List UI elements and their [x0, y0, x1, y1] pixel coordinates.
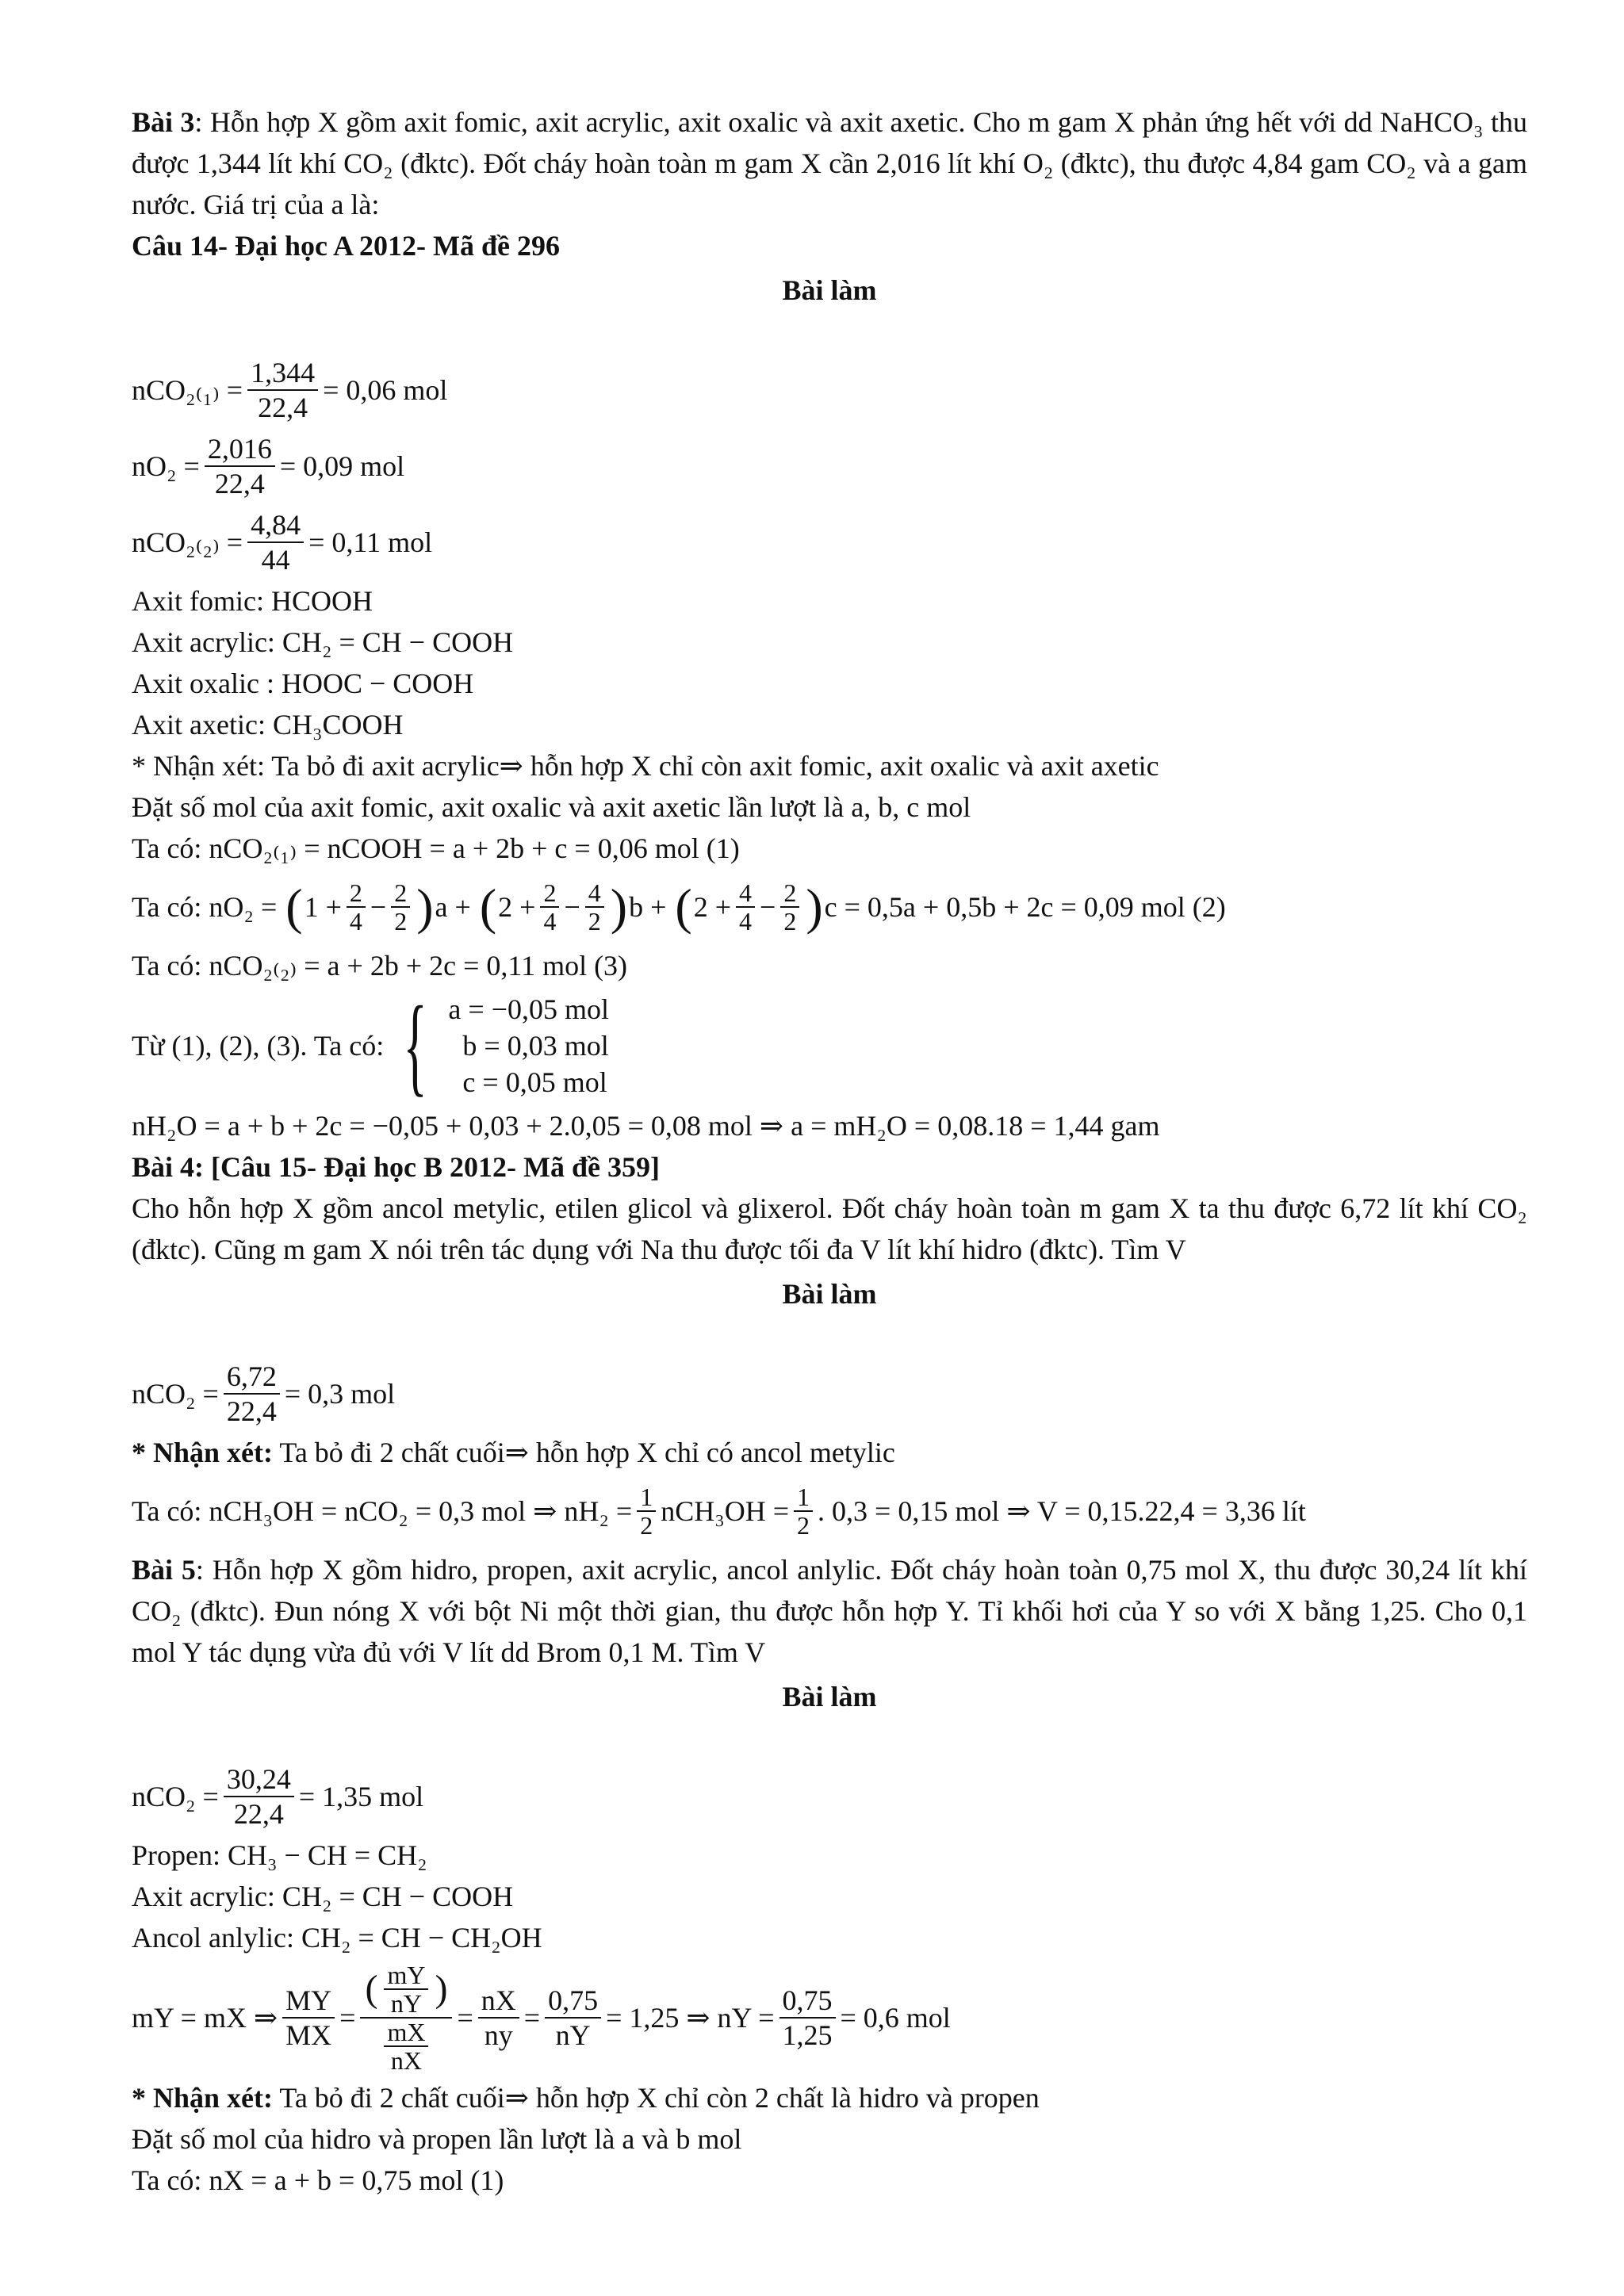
eq-lhs: nCO₂₍₂₎ = — [132, 526, 243, 558]
problem-4-text: Cho hỗn hợp X gồm ancol metylic, etilen glicol và glixerol. Đốt cháy hoàn toàn m gam X ta thu được 6,72 lít khí CO₂ (đktc). Cũng m gam X nói trên tác dụng với Na thu được tối đa V lít khí hidro (đktc). Tìm V — [132, 1192, 1527, 1265]
equation-h2 — [132, 1473, 1527, 1549]
fraction — [794, 1483, 813, 1539]
problem-3-label: Bài 3 — [132, 106, 195, 138]
eq-lhs: nO₂ = — [132, 450, 200, 482]
left-paren: ( — [675, 878, 692, 935]
denominator: 22,4 — [214, 468, 265, 499]
numerator: 4 — [736, 879, 755, 908]
operator: = — [523, 2002, 541, 2034]
fraction — [224, 1360, 280, 1428]
denominator: 4 — [543, 907, 557, 936]
equation-n-co2 — [132, 1758, 1527, 1835]
numerator: MY — [282, 1984, 335, 2019]
denominator: 22,4 — [258, 392, 308, 423]
eq-lhs: nCO₂₍₁₎ = — [132, 374, 243, 406]
system-row: b = 0,03 mol — [462, 1030, 609, 1062]
equation-n-co2 — [132, 1356, 1527, 1432]
operator: − — [564, 891, 580, 923]
problem-5-label: Bài 5 — [132, 1554, 196, 1586]
text-line: Axit acrylic: CH₂ = CH − COOH — [132, 626, 514, 658]
note-line — [132, 2077, 1527, 2118]
problem-4-label: Bài 4: [Câu 15- Đại học B 2012- Mã đề 359] — [132, 1151, 660, 1183]
fraction — [478, 1984, 519, 2052]
numerator: 2,016 — [205, 432, 275, 467]
denominator: 4 — [349, 907, 362, 936]
numerator: 2 — [347, 879, 366, 908]
term: c = 0,5a + 0,5b + 2c = 0,09 mol (2) — [824, 891, 1226, 923]
eq-rhs: = 0,06 mol — [323, 374, 448, 406]
fraction — [540, 879, 559, 935]
problem-4-heading: Bài làm — [782, 1278, 877, 1310]
right-paren: ) — [610, 878, 628, 935]
eq-end: . 0,3 = 0,15 mol ⇒ V = 0,15.22,4 = 3,36 lít — [818, 1495, 1306, 1527]
system-intro: Từ (1), (2), (3). Ta có: — [132, 1030, 385, 1062]
fraction — [637, 1483, 656, 1539]
denominator: MX — [285, 2019, 332, 2051]
numerator: 0,75 — [779, 1984, 836, 2019]
denominator: 2 — [588, 907, 601, 936]
denominator: 22,4 — [233, 1798, 284, 1830]
denominator: nY — [555, 2019, 591, 2051]
operator: = — [339, 2002, 356, 2034]
denominator: nY — [390, 1989, 422, 2018]
text-line: Ta có: nCO₂₍₂₎ = a + 2b + 2c = 0,11 mol (3) — [132, 950, 628, 982]
note-label: * Nhận xét: — [132, 1437, 273, 1468]
fraction — [779, 1984, 836, 2052]
fraction — [247, 508, 304, 576]
numerator — [360, 1961, 452, 2019]
operator: − — [760, 891, 776, 923]
note-text: Ta bỏ đi 2 chất cuối⇒ hỗn hợp X chỉ còn 2 chất là hidro và propen — [273, 2082, 1040, 2114]
text-line: Axit acrylic: CH₂ = CH − COOH — [132, 1881, 514, 1912]
fraction — [205, 432, 275, 500]
text-line: Axit axetic: CH₃COOH — [132, 709, 404, 740]
numerator: 4 — [585, 879, 604, 908]
left-paren: ( — [285, 878, 303, 935]
right-paren: ) — [435, 1968, 448, 2010]
denominator: ny — [484, 2019, 513, 2051]
document-page — [132, 101, 1527, 2201]
numerator: 6,72 — [224, 1360, 280, 1395]
fraction — [282, 1984, 335, 2052]
eq-rhs: = 0,3 mol — [284, 1378, 396, 1410]
eq-mid: nCH₃OH = — [661, 1495, 790, 1527]
problem-3-heading: Bài làm — [782, 274, 877, 306]
numerator: 2 — [540, 879, 559, 908]
denominator: 2 — [394, 907, 408, 936]
system-row: a = −0,05 mol — [448, 993, 610, 1025]
numerator: 30,24 — [224, 1762, 294, 1797]
text-line: Đặt số mol của axit fomic, axit oxalic và axit axetic lần lượt là a, b, c mol — [132, 791, 971, 823]
numerator: 1,344 — [247, 356, 318, 391]
numerator: 1 — [794, 1483, 813, 1512]
term: a + — [435, 891, 471, 923]
denominator: 2 — [783, 907, 797, 936]
text-line: Ta có: nX = a + b = 0,75 mol (1) — [132, 2164, 504, 2196]
eq-start: mY = mX ⇒ — [132, 2002, 278, 2034]
text-line: Đặt số mol của hidro và propen lần lượt là a và b mol — [132, 2123, 742, 2155]
right-paren: ) — [806, 878, 823, 935]
left-paren: ( — [479, 878, 497, 935]
eq-start: Ta có: nCH₃OH = nCO₂ = 0,3 mol ⇒ nH₂ = — [132, 1495, 633, 1527]
fraction — [736, 879, 755, 935]
note-line — [132, 1432, 1527, 1473]
eq-mid: = 1,25 ⇒ nY = — [606, 2002, 775, 2034]
equation-n-co2-2 — [132, 504, 1527, 580]
numerator: 2 — [780, 879, 799, 908]
fraction — [384, 1961, 428, 2017]
fraction — [347, 879, 366, 935]
problem-3-text: : Hỗn hợp X gồm axit fomic, axit acrylic, axit oxalic và axit axetic. Cho m gam X phản ứng hết với dd NaHCO₃ thu được 1,344 lít khí CO₂ (đktc). Đốt cháy hoàn toàn m gam X cần 2,016 lít khí O₂ (đktc), thu được 4,84 gam CO₂ và a gam nước. Giá trị của a là: — [132, 106, 1527, 220]
system-rows — [448, 991, 609, 1100]
problem-3-statement — [132, 101, 1527, 225]
numerator: nX — [478, 1984, 519, 2019]
eq-rhs: = 0,09 mol — [279, 450, 405, 482]
problem-5-heading: Bài làm — [782, 1681, 877, 1712]
fraction — [224, 1762, 294, 1831]
eq-rhs: = 0,11 mol — [308, 526, 433, 558]
fraction — [391, 879, 410, 935]
denominator: 2 — [640, 1511, 653, 1540]
text-line: Propen: CH₃ − CH = CH₂ — [132, 1839, 427, 1871]
fraction — [247, 356, 318, 424]
left-paren: ( — [365, 1968, 378, 2010]
numerator: 4,84 — [247, 508, 304, 543]
compound-fraction — [360, 1961, 452, 2074]
equation-my — [132, 1958, 1527, 2077]
fraction — [780, 879, 799, 935]
numerator: mY — [384, 1961, 428, 1990]
fraction — [545, 1984, 601, 2052]
equation-n-o2 — [132, 428, 1527, 504]
numerator: 1 — [637, 1483, 656, 1512]
problem-3-source: Câu 14- Đại học A 2012- Mã đề 296 — [132, 230, 560, 262]
text-line: * Nhận xét: Ta bỏ đi axit acrylic⇒ hỗn hợp X chỉ còn axit fomic, axit oxalic và axit axetic — [132, 750, 1159, 782]
equation-o2-balance — [132, 869, 1527, 945]
note-text: Ta bỏ đi 2 chất cuối⇒ hỗn hợp X chỉ có ancol metylic — [273, 1437, 895, 1468]
text-line: Ta có: nCO₂₍₁₎ = nCOOH = a + 2b + c = 0,06 mol (1) — [132, 832, 740, 864]
eq-end: = 0,6 mol — [840, 2002, 951, 2034]
note-label: * Nhận xét: — [132, 2082, 273, 2114]
right-paren: ) — [416, 878, 434, 935]
system-row: c = 0,05 mol — [462, 1066, 607, 1098]
denominator: 4 — [739, 907, 753, 936]
text-line: Ancol anlylic: CH₂ = CH − CH₂OH — [132, 1922, 542, 1954]
term: b + — [629, 891, 667, 923]
numerator: 2 — [391, 879, 410, 908]
eq-lhs: nCO₂ = — [132, 1378, 219, 1410]
numerator: 0,75 — [545, 1984, 601, 2019]
eq-lhs: nCO₂ = — [132, 1781, 219, 1812]
numerator: mX — [384, 2019, 428, 2047]
operator: = — [457, 2002, 473, 2034]
problem-5-text: : Hỗn hợp X gồm hidro, propen, axit acrylic, ancol anlylic. Đốt cháy hoàn toàn 0,75 mol X, thu được 30,24 lít khí CO₂ (đktc). Đun nóng X với bột Ni một thời gian, thu được hỗn hợp Y. Tỉ khối hơi của Y so với X bằng 1,25. Cho 0,1 mol Y tác dụng vừa đủ với V lít dd Brom 0,1 M. Tìm V — [132, 1554, 1528, 1668]
term: 2 + — [693, 891, 732, 923]
denominator: 2 — [797, 1511, 810, 1540]
term: 2 + — [498, 891, 536, 923]
operator: − — [370, 891, 387, 923]
eq-start: Ta có: nO₂ = — [132, 891, 278, 923]
equation-n-co2-1 — [132, 352, 1527, 428]
denominator: 22,4 — [226, 1395, 277, 1427]
problem-5-statement — [132, 1549, 1527, 1673]
fraction — [585, 879, 604, 935]
denominator: 1,25 — [782, 2019, 833, 2051]
eq-rhs: = 1,35 mol — [298, 1781, 424, 1812]
text-line: Axit fomic: HCOOH — [132, 585, 373, 617]
text-line: Axit oxalic : HOOC − COOH — [132, 668, 474, 699]
fraction — [384, 2019, 428, 2074]
brace: { — [403, 984, 427, 1107]
denominator: nX — [390, 2046, 422, 2075]
term: 1 + — [304, 891, 342, 923]
text-line: nH₂O = a + b + 2c = −0,05 + 0,03 + 2.0,05 = 0,08 mol ⇒ a = mH₂O = 0,08.18 = 1,44 gam — [132, 1110, 1160, 1142]
equation-system — [132, 986, 1527, 1105]
denominator — [376, 2019, 436, 2074]
denominator: 44 — [261, 544, 290, 576]
